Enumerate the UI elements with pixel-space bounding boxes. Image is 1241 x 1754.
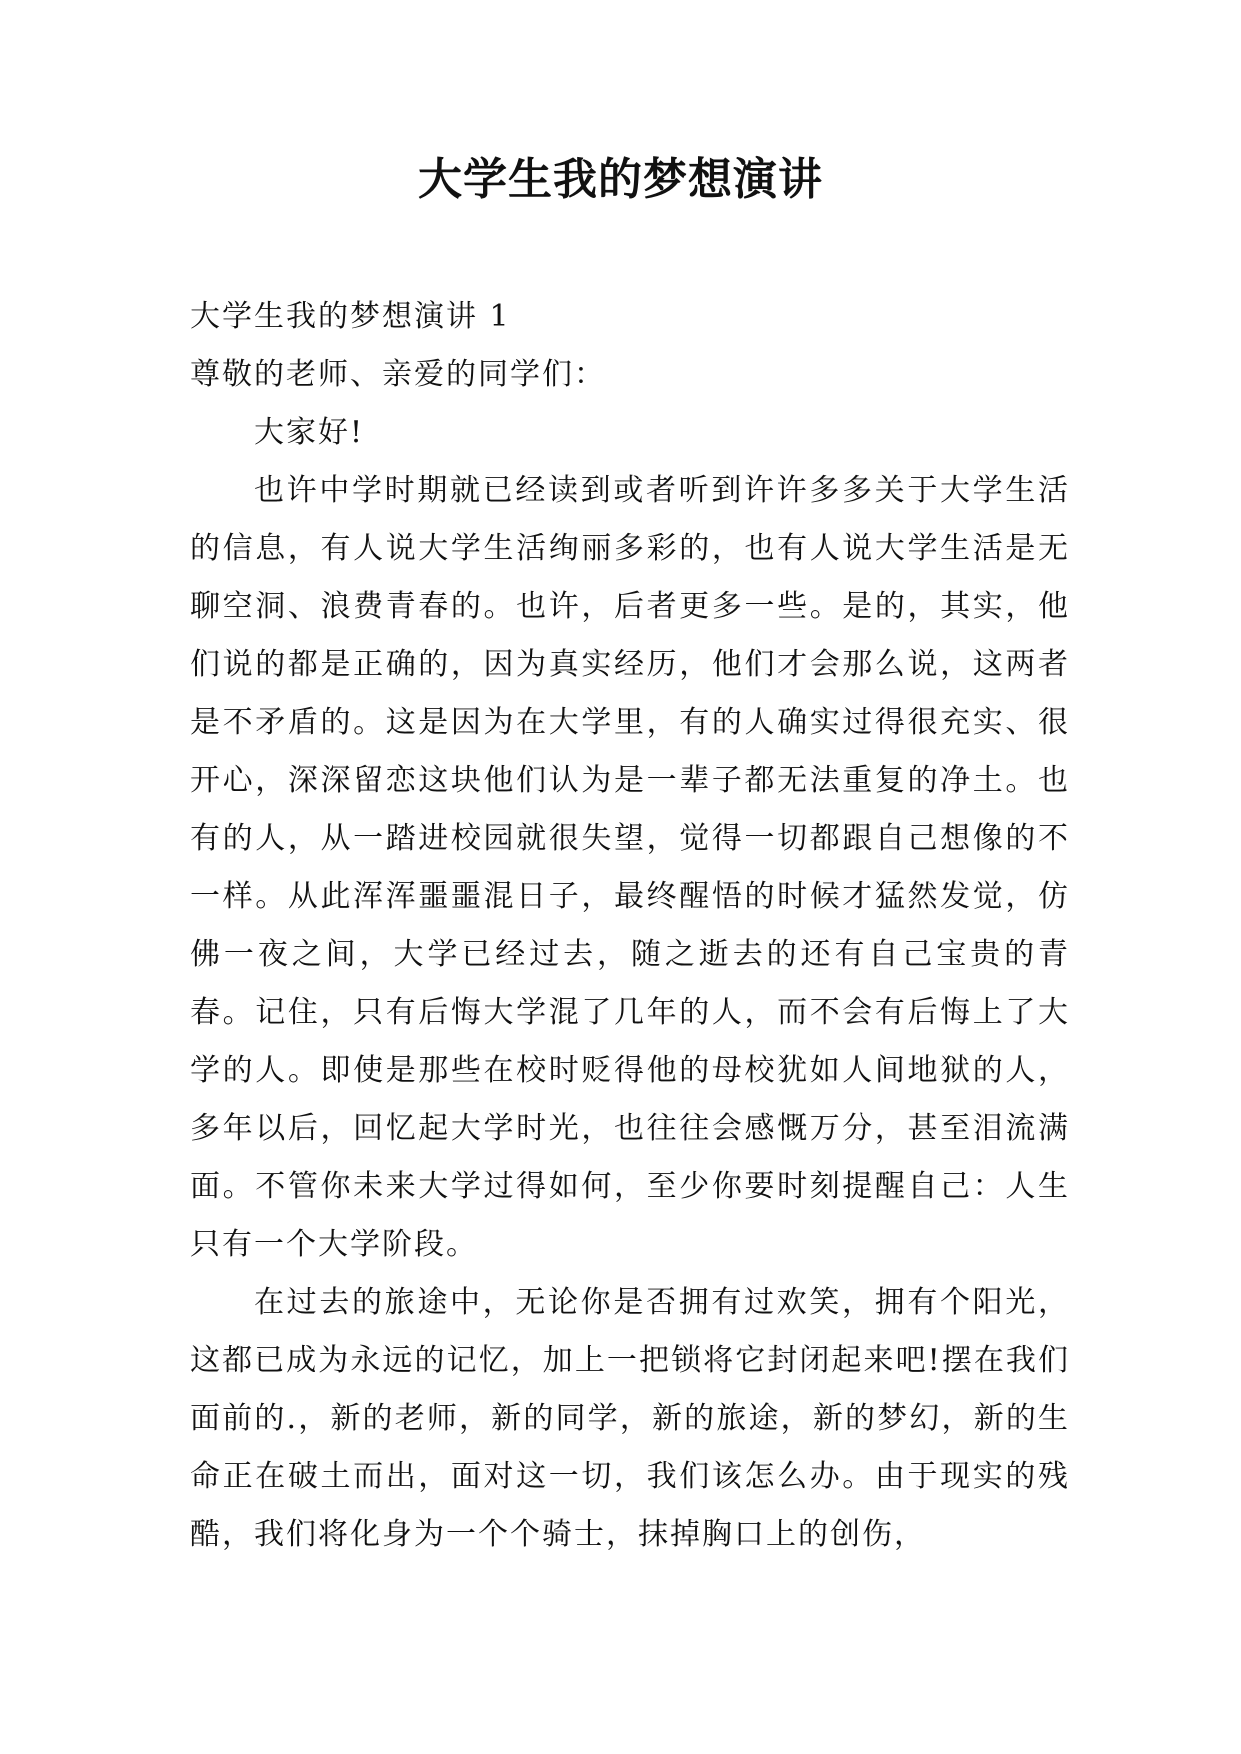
section-heading: 大学生我的梦想演讲 1 [190, 299, 511, 334]
paragraph-2: 在过去的旅途中，无论你是否拥有过欢笑，拥有个阳光，这都已成为永远的记忆，加上一把锁将它封闭起来吧!摆在我们面前的.，新的老师，新的同学，新的旅途，新的梦幻，新的生命正在破土而出，面对这一切，我们该怎么办。由于现实的残酷，我们将化身为一个个骑士，抹掉胸口上的创伤， [190, 1285, 1070, 1552]
document-title: 大学生我的梦想演讲 [418, 154, 823, 205]
document-body [190, 288, 1070, 1564]
paragraph-1: 也许中学时期就已经读到或者听到许许多多关于大学生活的信息，有人说大学生活绚丽多彩的，也有人说大学生活是无聊空洞、浪费青春的。也许，后者更多一些。是的，其实，他们说的都是正确的，因为真实经历，他们才会那么说，这两者是不矛盾的。这是因为在大学里，有的人确实过得很充实、很开心，深深留恋这块他们认为是一辈子都无法重复的净土。也有的人，从一踏进校园就很失望，觉得一切都跟自己想像的不一样。从此浑浑噩噩混日子，最终醒悟的时候才猛然发觉，仿佛一夜之间，大学已经过去，随之逝去的还有自己宝贵的青春。记住，只有后悔大学混了几年的人，而不会有后悔上了大学的人。即使是那些在校时贬得他的母校犹如人间地狱的人，多年以后，回忆起大学时光，也往往会感慨万分，甚至泪流满面。不管你未来大学过得如何，至少你要时刻提醒自己：人生只有一个大学阶段。 [190, 473, 1070, 1262]
greeting: 大家好! [254, 415, 365, 450]
salutation: 尊敬的老师、亲爱的同学们： [190, 357, 606, 392]
